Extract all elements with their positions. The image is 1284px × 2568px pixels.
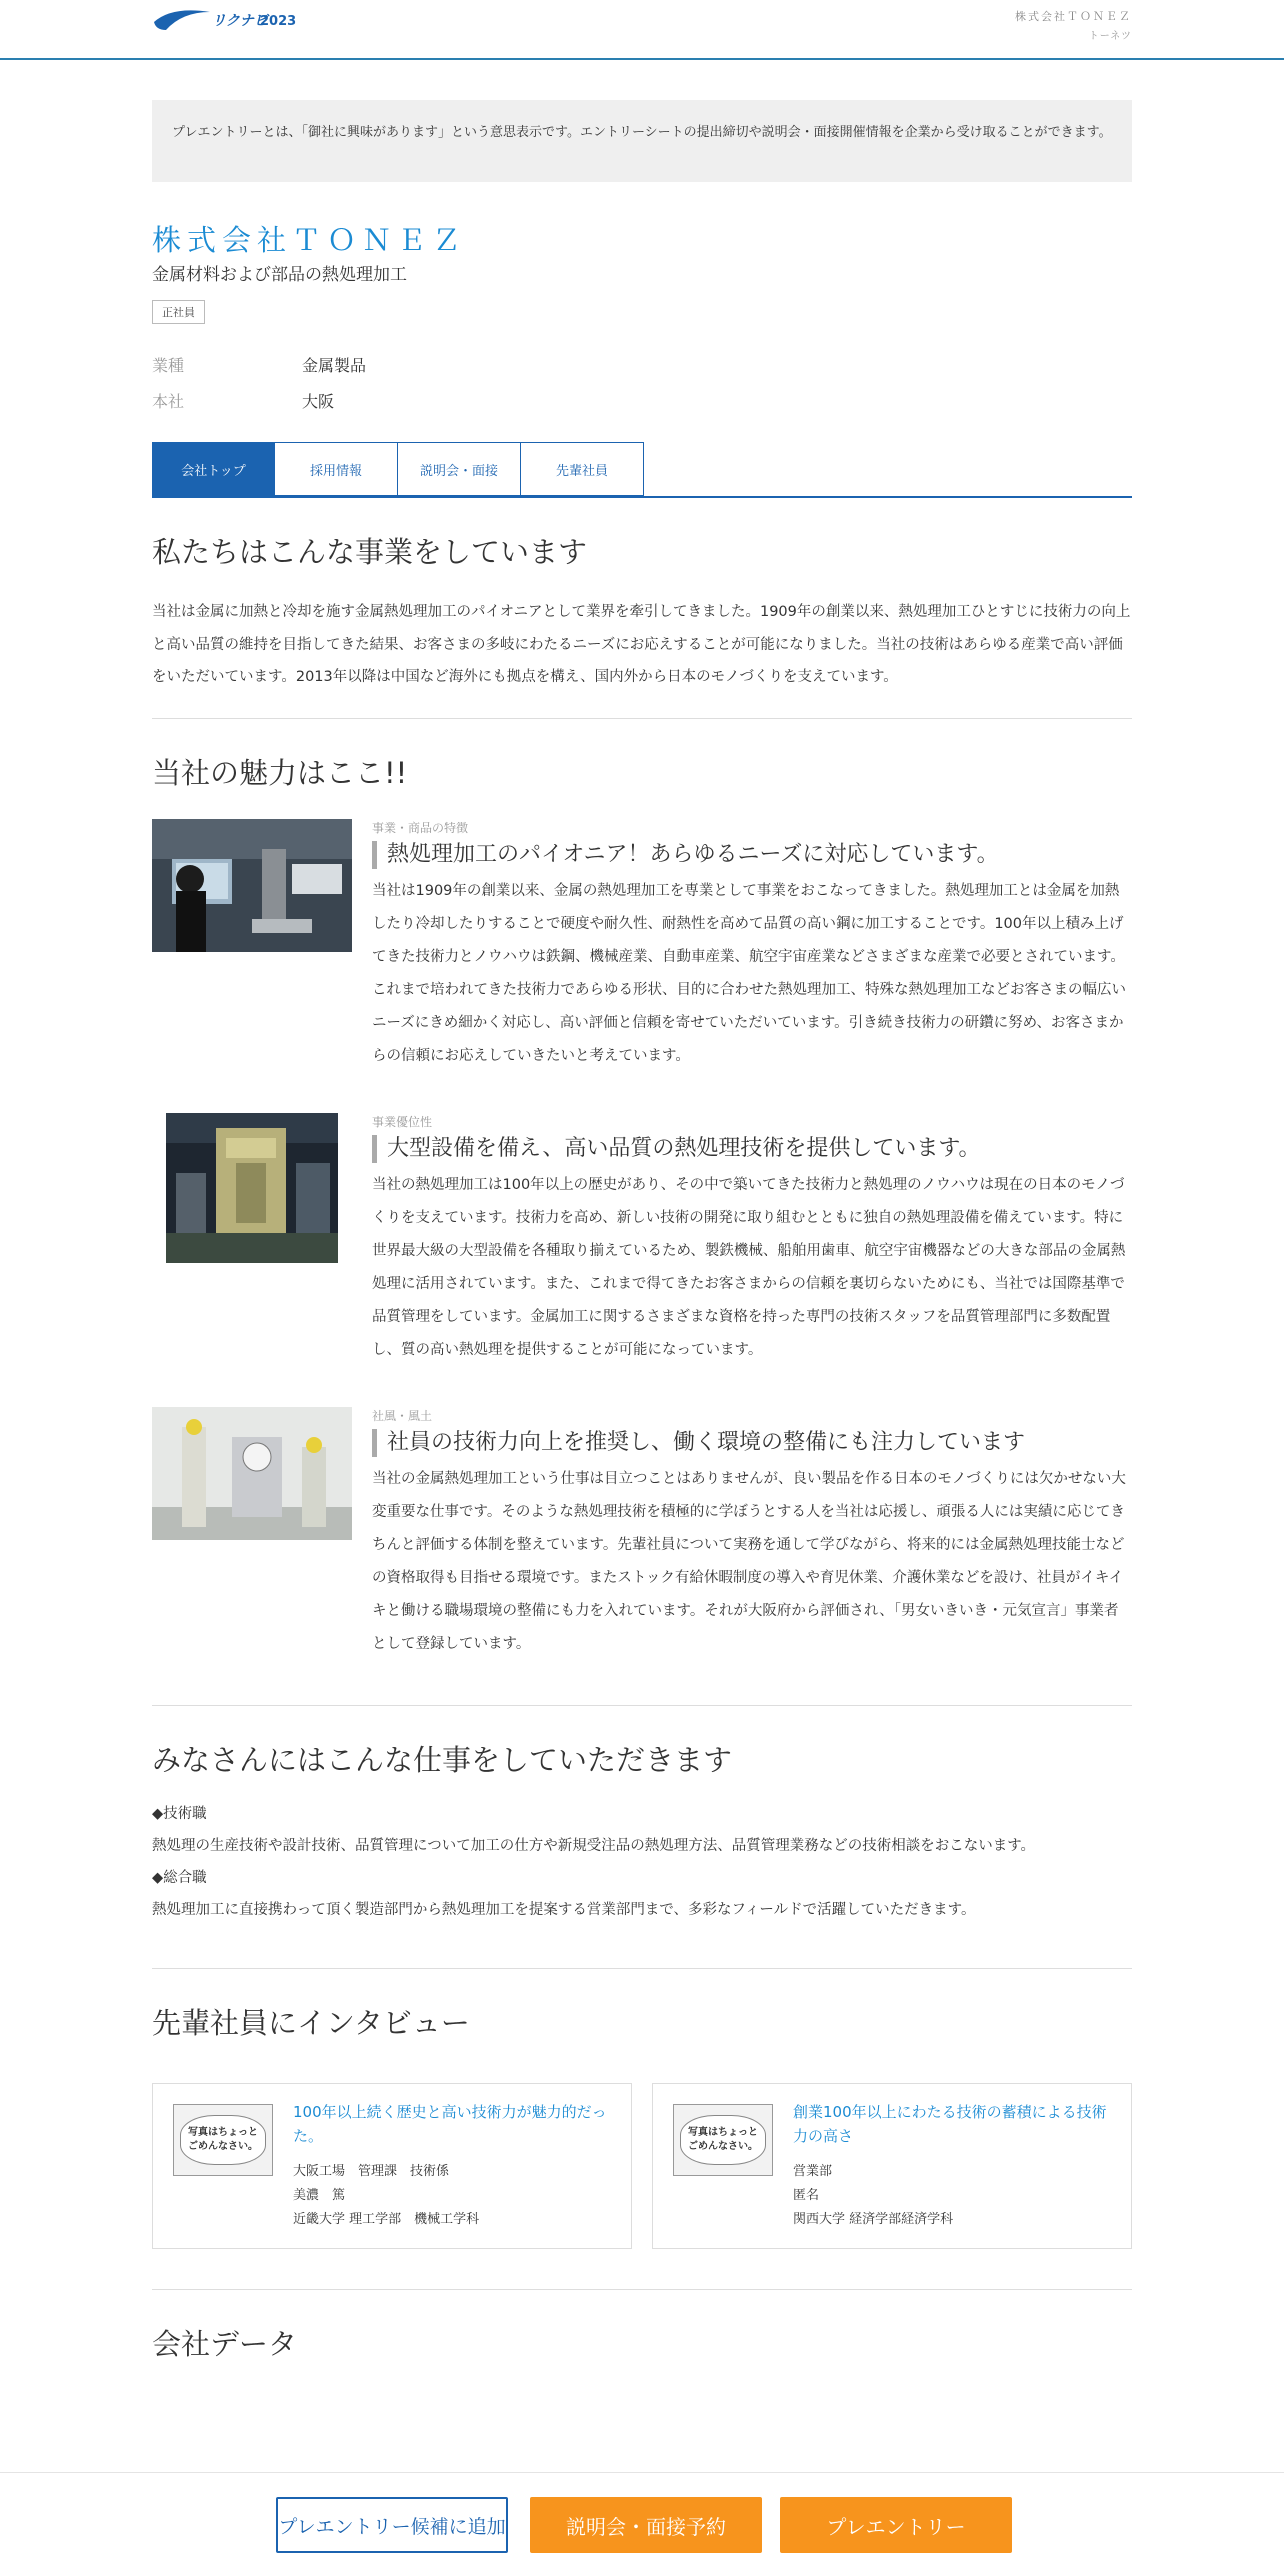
company-name: 株式会社ＴＯＮＥＺ xyxy=(152,223,468,257)
business-title: 私たちはこんな事業をしています xyxy=(152,535,588,569)
work-title: みなさんにはこんな仕事をしていただきます xyxy=(152,1742,733,1777)
interview-dept: 大阪工場 管理課 技術係 xyxy=(293,2163,450,2179)
interview-cards xyxy=(152,2083,1132,2249)
header-company-kana: トーネツ xyxy=(1088,31,1132,42)
interview-title-link[interactable]: 創業100年以上にわたる技術の蓄積による技術力の高さ xyxy=(793,2102,1107,2145)
charm-body xyxy=(372,1407,1132,1661)
action-bar xyxy=(0,2472,1284,2568)
info-key: 本社 xyxy=(152,391,185,411)
company-data-title: 会社データ xyxy=(152,2326,298,2361)
business-text: 当社は金属に加熱と冷却を施す金属熱処理加工のパイオニアとして業界を牽引してきました。1909年の創業以来、熱処理加工ひとすじに技術力の向上と高い品質の維持を目指してきた結果、お客さまの多岐にわたるニーズにお応えすることが可能になりました。当社の技術はあらゆる産業で高い評価をいただいています。2013年以降は中国など海外にも拠点を構え、国内外から日本のモノづくりを支えています。 xyxy=(152,604,1131,685)
charm-category: 社風・風土 xyxy=(372,1408,433,1423)
info-row-industry xyxy=(152,346,1132,382)
interview-school: 近畿大学 理工学部 機械工学科 xyxy=(293,2211,480,2227)
company-catchphrase: 金属材料および部品の熱処理加工 xyxy=(152,265,407,285)
charm-text: 当社の金属熱処理加工という仕事は目立つことはありませんが、良い製品を作る日本のモノづくりには欠かせない大変重要な仕事です。そのような熱処理技術を積極的に学ぼうとする人を当社は応援し、頑張る人には実績に応じてきちんと評価する体制を整えています。先輩社員について実務を通して学びながら、将来的には金属熱処理技能士などの資格取得も目指せる環境です。またストック有給休暇制度の導入や育児休業、介護休業などを設け、社員がイキイキと働ける職場環境の整備にも力を入れています。それが大阪府から評価され、「男女いきいき・元気宣言」事業者として登録しています。 xyxy=(372,1470,1126,1652)
company-tabs xyxy=(152,442,1132,498)
interview-title-link[interactable]: 100年以上続く歴史と高い技術力が魅力的だった。 xyxy=(293,2102,607,2145)
no-photo-placeholder xyxy=(673,2104,773,2176)
section-divider xyxy=(152,1705,1132,1706)
company-info xyxy=(152,346,1132,418)
charm-heading: 社員の技術力向上を推奨し、働く環境の整備にも注力しています xyxy=(372,1429,1132,1457)
info-value: 金属製品 xyxy=(302,355,367,375)
interview-dept: 営業部 xyxy=(793,2163,833,2179)
info-key: 業種 xyxy=(152,355,185,375)
interview-title: 先輩社員にインタビュー xyxy=(152,2005,470,2040)
rikunabi-logo[interactable] xyxy=(152,4,302,32)
main-content xyxy=(152,100,1132,2364)
site-header xyxy=(0,0,1284,60)
charm-heading: 大型設備を備え、高い品質の熱処理技術を提供しています。 xyxy=(372,1135,1132,1163)
charm-item xyxy=(152,1407,1132,1661)
charm-body xyxy=(372,819,1132,1073)
tab-company-top[interactable]: 会社トップ xyxy=(152,442,275,496)
no-photo-text: 写真はちょっと ごめんなさい。 xyxy=(180,2115,266,2165)
work-heading-general: ◆総合職 xyxy=(152,1869,207,1886)
logo-year: 2023 xyxy=(260,14,297,29)
interview-card[interactable] xyxy=(652,2083,1132,2249)
work-list xyxy=(152,1798,1132,1926)
work-text-technical: 熱処理の生産技術や設計技術、品質管理について加工の仕方や新規受注品の熱処理方法、品質管理業務などの技術相談をおこないます。 xyxy=(152,1837,1036,1854)
charm-text: 当社は1909年の創業以来、金属の熱処理加工を専業として事業をおこなってきました。熱処理加工とは金属を加熱したり冷却したりすることで硬度や耐久性、耐熱性を高めて品質の高い鋼に加工することです。100年以上積み上げてきた技術力とノウハウは鉄鋼、機械産業、自動車産業、航空宇宙産業などさまざまな産業で必要とされています。これまで培われてきた技術力であらゆる形状、目的に合わせた熱処理加工、特殊な熱処理加工などお客さまの幅広いニーズにきめ細かく対応し、高い評価と信頼を寄せていただいています。引き続き技術力の研鑽に努め、お客さまからの信頼にお応えしていきたいと考えています。 xyxy=(372,882,1126,1064)
tab-senior-staff[interactable]: 先輩社員 xyxy=(521,442,644,496)
charm-item xyxy=(152,819,1132,1073)
no-photo-text: 写真はちょっと ごめんなさい。 xyxy=(680,2115,766,2165)
interview-card[interactable] xyxy=(152,2083,632,2249)
interview-name: 匿名 xyxy=(793,2187,820,2203)
interview-name: 美濃 篤 xyxy=(293,2187,346,2203)
section-divider xyxy=(152,1968,1132,1969)
pre-entry-button[interactable]: プレエントリー xyxy=(780,2497,1012,2553)
section-divider xyxy=(152,2289,1132,2290)
charm-category: 事業・商品の特徴 xyxy=(372,820,469,835)
tab-seminar[interactable]: 説明会・面接 xyxy=(398,442,521,496)
work-heading-technical: ◆技術職 xyxy=(152,1805,207,1822)
info-value: 大阪 xyxy=(302,391,335,411)
seminar-reservation-button[interactable]: 説明会・面接予約 xyxy=(530,2497,762,2553)
factory-photo xyxy=(166,1113,338,1263)
employment-type-badge: 正社員 xyxy=(152,300,205,324)
charm-body xyxy=(372,1113,1132,1367)
charm-category: 事業優位性 xyxy=(372,1114,433,1129)
charm-text: 当社の熱処理加工は100年以上の歴史があり、その中で築いてきた技術力と熱処理のノウハウは現在の日本のモノづくりを支えています。技術力を高め、新しい技術の開発に取り組むとともに独自の熱処理設備を備えています。特に世界最大級の大型設備を各種取り揃えているため、製鉄機械、船舶用歯車、航空宇宙機器などの大きな部品の金属熱処理に活用されています。また、これまで得てきたお客さまからの信頼を裏切らないためにも、当社では国際基準で品質管理をしています。金属加工に関するさまざまな資格を持った専門の技術スタッフを品質管理部門に多数配置し、質の高い熱処理を提供することが可能になっています。 xyxy=(372,1176,1126,1358)
swoosh-icon xyxy=(152,4,212,32)
add-pre-entry-candidate-button[interactable]: プレエントリー候補に追加 xyxy=(276,2497,508,2553)
work-text-general: 熱処理加工に直接携わって頂く製造部門から熱処理加工を提案する営業部門まで、多彩なフィールドで活躍していただきます。 xyxy=(152,1901,976,1918)
header-company-name: 株式会社ＴＯＮＥＺ xyxy=(1015,10,1132,23)
charm-title: 当社の魅力はここ!! xyxy=(152,755,408,790)
no-photo-placeholder xyxy=(173,2104,273,2176)
info-row-headquarters xyxy=(152,382,1132,418)
tab-recruit-info[interactable]: 採用情報 xyxy=(275,442,398,496)
testing-photo xyxy=(152,1407,352,1540)
pre-entry-notice: プレエントリーとは、「御社に興味があります」という意思表示です。エントリーシートの提出締切や説明会・面接開催情報を企業から受け取ることができます。 xyxy=(152,100,1132,182)
logo-text: リクナビ xyxy=(212,13,268,29)
charm-heading: 熱処理加工のパイオニア！あらゆるニーズに対応しています。 xyxy=(372,841,1132,869)
charm-item xyxy=(152,1113,1132,1367)
interview-school: 関西大学 経済学部経済学科 xyxy=(793,2211,954,2227)
section-divider xyxy=(152,718,1132,719)
lab-photo xyxy=(152,819,352,952)
